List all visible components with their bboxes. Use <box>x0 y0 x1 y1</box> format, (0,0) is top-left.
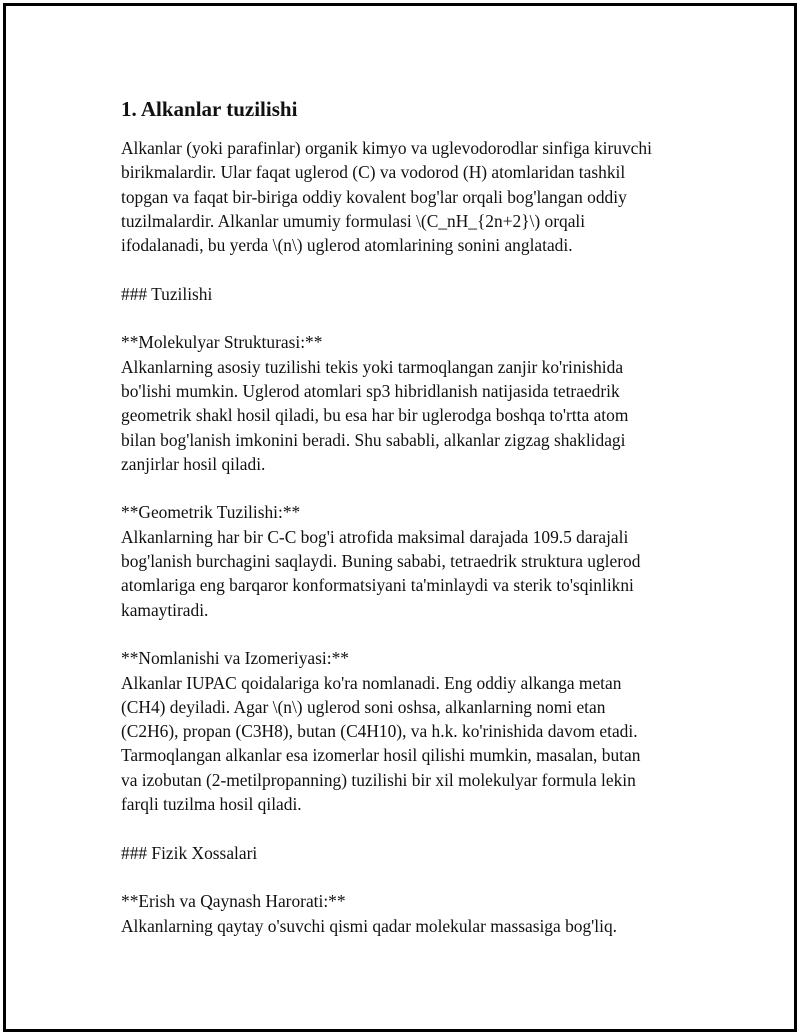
text-line: kamaytiradi. <box>121 599 209 620</box>
document-body <box>121 96 711 938</box>
text-line: tuzilmalardir. Alkanlar umumiy formulasi \(C_nH_{2n+2}\) orqali <box>121 210 586 231</box>
text-line: (C2H6), propan (C3H8), butan (C4H10), va h.k. ko'rinishida davom etadi. <box>121 721 638 742</box>
spacer <box>121 476 711 500</box>
text-line: bo'lishi mumkin. Uglerod atomlari sp3 hibridlanish natijasida tetraedrik <box>121 380 620 401</box>
page-frame <box>3 3 797 1032</box>
text-line: birikmalardir. Ular faqat uglerod (C) va vodorod (H) atomlaridan tashkil <box>121 162 626 183</box>
subsection-heading: **Molekulyar Strukturasi:** <box>121 332 323 353</box>
text-line: va izobutan (2-metilpropanning) tuzilishi bir xil molekulyar formula lekin <box>121 769 636 790</box>
document-title: 1. Alkanlar tuzilishi <box>121 97 298 121</box>
text-line: Tarmoqlangan alkanlar esa izomerlar hosil qilishi mumkin, masalan, butan <box>121 745 641 766</box>
spacer <box>121 622 711 646</box>
text-line: Alkanlarning asosiy tuzilishi tekis yoki tarmoqlangan zanjir ko'rinishida <box>121 356 624 377</box>
text-line: Alkanlar IUPAC qoidalariga ko'ra nomlanadi. Eng oddiy alkanga metan <box>121 672 622 693</box>
subsection-heading: **Nomlanishi va Izomeriyasi:** <box>121 648 349 669</box>
text-line: Alkanlar (yoki parafinlar) organik kimyo va uglevodorodlar sinfiga kiruvchi <box>121 138 652 158</box>
spacer <box>121 816 711 840</box>
text-line: geometrik shakl hosil qiladi, bu esa har bir uglerodga boshqa to'rtta atom <box>121 405 629 426</box>
spacer <box>121 865 711 889</box>
text-line: (CH4) deyiladi. Agar \(n\) uglerod soni oshsa, alkanlarning nomi etan <box>121 696 606 717</box>
text-line: ifodalanadi, bu yerda \(n\) uglerod atomlarining sonini anglatadi. <box>121 235 573 256</box>
text-line: bilan bog'lanish imkonini beradi. Shu sababli, alkanlar zigzag shaklidagi <box>121 429 626 450</box>
text-line: zanjirlar hosil qiladi. <box>121 453 266 474</box>
nomlanishi-section <box>121 646 711 816</box>
erish-section <box>121 889 711 938</box>
text-line: Alkanlarning qaytay o'suvchi qismi qadar molekular massasiga bog'liq. <box>121 915 617 936</box>
text-line: farqli tuzilma hosil qiladi. <box>121 794 302 815</box>
section-heading-fizik: ### Fizik Xossalari <box>121 842 258 863</box>
molekulyar-section <box>121 330 711 476</box>
subsection-heading: **Erish va Qaynash Harorati:** <box>121 891 346 912</box>
section-heading-tuzilishi: ### Tuzilishi <box>121 283 213 304</box>
spacer <box>121 306 711 330</box>
text-line: topgan va faqat bir-biriga oddiy kovalent bog'lar orqali bog'langan oddiy <box>121 186 627 207</box>
geometrik-section <box>121 500 711 621</box>
text-line: Alkanlarning har bir C-C bog'i atrofida maksimal darajada 109.5 darajali <box>121 526 629 547</box>
subsection-heading: **Geometrik Tuzilishi:** <box>121 502 301 523</box>
spacer <box>121 257 711 281</box>
text-line: bog'lanish burchagini saqlaydi. Buning sababi, tetraedrik struktura uglerod <box>121 551 641 572</box>
intro-paragraph <box>121 136 711 257</box>
text-line: atomlariga eng barqaror konformatsiyani ta'minlaydi va sterik to'sqinlikni <box>121 575 634 596</box>
